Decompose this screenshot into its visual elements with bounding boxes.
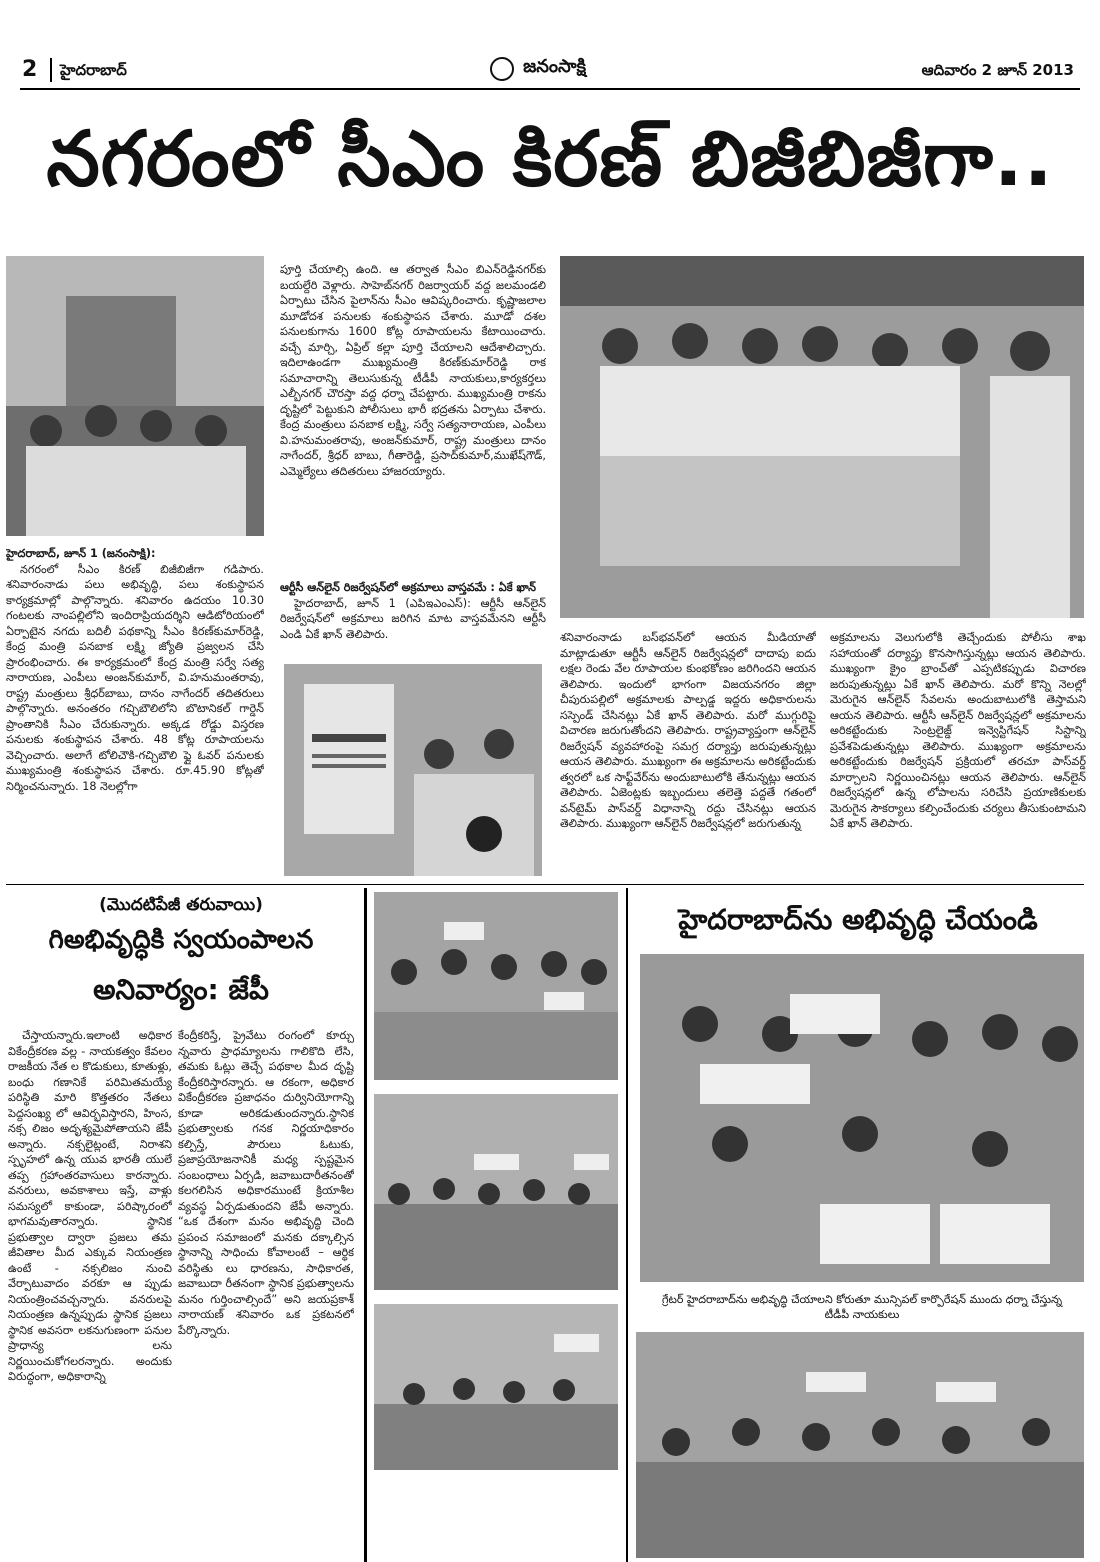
story2-column-1 <box>560 630 816 860</box>
story2-body-part2: అక్రమాలను వెలుగులోకి తెచ్చేందుకు పోలీసు శాఖ సహాయంతో దర్యాప్తు కొనసాగిస్తున్నట్లు ఆయన తెలిపారు. ముఖ్యంగా క్రైం బ్రాంచ్‌తో ఎప్పటికప్పుడు విచారణ జరుపుతున్నట్లు ఏకే ఖాన్ తెలిపారు. మరో కొన్ని నెలల్లో మెరుగైన ఆన్‌లైన్ సేవలను అందుబాటులోకి తెస్తామని ఆయన తెలిపారు. ఆర్టీసీ ఆన్‌లైన్ రిజర్వేషన్లలో అక్రమాలను అరికట్టేందుకు సెంట్రలైజ్డ్ ఇన్వెస్టిగేషన్ సిస్టాన్ని ప్రవేశపెడుతున్నట్లు తెలిపారు. ముఖ్యంగా అక్రమాలను అరికట్టేందుకు రిజర్వేషన్ ప్రక్రియలో తరచూ పాస్‌వర్డ్ మార్చాలని నిర్ణయించినట్లు ఆయన తెలిపారు. ఆన్‌లైన్ రిజర్వేషన్లలో ఉన్న లోపాలను సరిచేసి ప్రయాణికులకు మెరుగైన సౌకర్యాలు కల్పించేందుకు చర్యలు తీసుకుంటామని ఏకే ఖాన్ తెలిపారు. <box>830 631 1086 830</box>
photo-protest-3 <box>374 1304 618 1470</box>
story4-headline: హైదరాబాద్‌ను అభివృద్ధి చేయండి <box>678 903 1038 936</box>
section-divider <box>6 884 1084 885</box>
page-number: 2 <box>22 57 38 82</box>
story3-column-2 <box>178 1028 354 1562</box>
story1-column-1 <box>6 546 264 876</box>
photo-protest-2 <box>374 1094 618 1290</box>
story2-column-2 <box>830 630 1086 860</box>
logo-emblem-icon <box>490 57 514 81</box>
page-number-divider <box>50 58 52 82</box>
story1-body-part1: నగరంలో సీఎం కిరణ్ బిజీబిజీగా గడిపారు. శనివారంనాడు పలు అభివృద్ధి, పలు శంకుస్థాపన కార్యక్రమాల్లో పాల్గొన్నారు. శనివారం ఉదయం 10.30 గంటలకు నాంపల్లిలోని ఇందిరాప్రియదర్శిని ఆడిటోరియంలో ఏర్పాటైన నగదు బదిలీ పథకాన్ని సీఎం కిరణ్‌కుమార్‌రెడ్డి, కేంద్ర మంత్రి పనబాక లక్ష్మి జ్యోతి ప్రజ్వలన చేసి ప్రారంభించారు. ఈ కార్యక్రమంలో కేంద్ర మంత్రి సర్వే సత్య నారాయణ, ఎంపీలు అంజన్‌కుమార్, వి.హనుమంతరావు, రాష్ట్ర మంత్రులు శ్రీధర్‌బాబు, దానం నాగేందర్ తదితరులు పాల్గొన్నారు. అనంతరం గచ్చిబౌలిలోని బొటానికల్ గార్డెన్ ప్రాంతానికి సీఎం చేరుకున్నారు. అక్కడ రోడ్డు విస్తరణ పనులకు శంకుస్థాపన చేశారు. 48 కోట్ల రూపాయలను వెచ్చించారు. అలాగే టోలిచౌకి-గచ్చిబౌలి ఫ్లై ఓవర్ పనులకు ముఖ్యమంత్రి శంకుస్థాపన చేశారు. రూ.45.90 కోట్లతో నిర్మించనున్నారు. 18 నెలల్లోగా <box>6 562 264 793</box>
story1-dateline: హైదరాబాద్, జూన్ 1 (జనంసాక్షి): <box>6 547 156 560</box>
story4-caption <box>636 1292 1088 1322</box>
photo-cm-event <box>6 256 264 536</box>
masthead <box>20 56 1080 86</box>
story2-lead <box>280 580 546 660</box>
story3-body-part1: చేస్తాయన్నారు.ఇలాంటి అధికార వికేంద్రీకరణ వల్ల - నాయకత్వం కేవలం రాజకీయ నేత ల కొడుకులు, కూతుళ్లు, బంధు గణానికే పరిమితమయ్యే పరిస్థితి మారి కొత్తతరం నేతలు పెద్దసంఖ్య లో ఆవిర్భవిస్తారని, హింస, నక్స లిజం అదృశ్యమైపోతాయని జేపీ అన్నారు. నక్సలైట్లంటే, నిరాశని స్పృహలో ఉన్న యువ భారతీ యులే తప్ప గ్రహాంతరవాసులు కారన్నారు. వనరులు, అవకాశాలు ఇస్తే, వాళ్లు సమస్యలో కాకుండా, పరిష్కారంలో భాగమవుతారన్నారు. స్థానిక ప్రభుత్వాల ద్వారా ప్రజలు తమ జీవితాల మీద ఎక్కువ నియంత్రణ ఉంటే - నక్సలిజం నుంచి వేర్పాటువాదం వరకూ ఆ ప్పుడు నియంత్రించవచ్చన్నారు. వనరులపై నియంత్రణ ఉన్నప్పుడు స్థానిక ప్రజలు స్థానిక అవసరా లకనుగుణంగా పనుల ప్రాధాన్య లను నిర్ణయించుకోగలరన్నారు. అందుకు విరుద్ధంగా, అధికారాన్ని <box>8 1029 172 1383</box>
issue-date: ఆదివారం 2 జూన్ 2013 <box>921 61 1074 79</box>
story3-body-part2: కేంద్రీకరిస్తే, ప్రైవేటు రంగంలో కూర్చు న్నవారు ప్రాధమ్యాలను గాలికొది లేసి, తమకు ఓట్లు తెచ్చే పథకాల మీద దృష్టి కేంద్రీకరిస్తారన్నారు. ఆ రకంగా, అధికార వికేంద్రీకరణ ప్రజాధనం దుర్వినియోగాన్ని కూడా అరికడుతుందన్నారు.స్థానిక ప్రభుత్వాలకు గనక నిర్ణయాధికారం కల్పిస్తే, పౌరులు ఓటుకు, ప్రజాప్రయోజనానికీ మధ్య స్పష్టమైన సంబంధాలు ఏర్పడి, జవాబుదారీతనంతో కలగలిసిన అధికారముంటే క్రియాశీల వ్యవస్థ ఏర్పడుతుందని జేపీ అన్నారు. “ఒక దేశంగా మనం అభివృద్ధి చెంది ప్రపంచ సమాజంలో మనకు దక్కాల్సిన స్థానాన్ని సాధించు కోవాలంటే – ఆర్థిక వరిస్థితు లు ధారణను, సాధికారత, జవాబుదా రీతనంగా స్థానిక ప్రభుత్వాలను మనం గుర్తించాల్సిందే” అని జయప్రకాశ్ నారాయణ్ శనివారం ఒక ప్రకటనలో పేర్కొన్నారు. <box>178 1029 354 1337</box>
photo-tdp-sit-in <box>636 1332 1084 1558</box>
paper-name: జనంసాక్షి <box>523 56 586 77</box>
section-name: హైదరాబాద్ <box>60 61 127 79</box>
paper-logo <box>490 56 650 84</box>
column-rule-2 <box>626 888 628 1562</box>
story3-headline-line1: గిఅభివృద్ధికి స్వయంపాలన <box>48 925 314 955</box>
story3-headline-line2: అనివార్యం: జేపీ <box>93 973 269 1006</box>
photo-plaque-unveiling <box>284 664 542 876</box>
photo-model-viewing <box>560 256 1084 618</box>
masthead-rule <box>20 88 1080 90</box>
story4-caption-line2: టీడీపీ నాయకులు <box>824 1308 900 1321</box>
story2-body-part1: శనివారంనాడు బస్‌భవన్‌లో ఆయన మీడియాతో మాట్లాడుతూ ఆర్టీసీ ఆన్‌లైన్ రిజర్వేషన్లలో దాదాపు ఐదు లక్షల రెండు వేల రూపాయల కుంభకోణం జరిగిందని ఆయన తెలిపారు. ఇందులో భాగంగా విజయనగరం జిల్లా చీపురుపల్లిలో అక్రమాలకు పాల్పడ్డ ఇద్దరు అధికారులను సస్పెండ్ చేసినట్లు ఏకే ఖాన్ తెలిపారు. మరో ముగ్గురిపై విచారణ జరుగుతోందని తెలిపారు. రాష్ట్రవ్యాప్తంగా ఆన్‌లైన్ రిజర్వేషన్ వ్యవహారంపై సమగ్ర దర్యాప్తు జరుపుతున్నట్లు ఆయన తెలిపారు. ముఖ్యంగా ఈ అక్రమాలను అరికట్టేందుకు త్వరలో ఒక సాఫ్ట్‌వేర్‌ను అందుబాటులోకి తేనున్నట్లు ఆయన తెలిపారు. ఏజెంట్లకు ఇబ్బందులు తలెత్తె పద్దతే గతంలో వన్‌టైమ్ పాస్‌వర్డ్ విధానాన్ని రద్దు చేసినట్లు ఆయన తెలిపారు. ముఖ్యంగా ఆన్‌లైన్ రిజర్వేషన్లలో జరుగుతున్న <box>560 631 816 830</box>
photo-tdp-dharna <box>640 954 1084 1282</box>
photo-protest-1 <box>374 892 618 1080</box>
story2-subhead: ఆర్టీసీ ఆన్‌లైన్ రిజర్వేషన్‌లో అక్రమాలు వాస్తవమే : ఏకే ఖాన్ <box>280 581 536 594</box>
story3-continued-label: (మొదటిపేజీ తరువాయి) <box>99 895 263 915</box>
story2-intro: హైదరాబాద్, జూన్ 1 (ఎపిఇఎంఎస్): ఆర్టీసీ ఆన్‌లైన్ రిజర్వేషన్‌లో అక్రమాలు జరిగిన మాట వాస్తవమేనని ఆర్టీసీ ఎండి ఏకే ఖాన్ తెలిపారు. <box>280 596 546 641</box>
main-headline: నగరంలో సీఎం కిరణ్ బిజీబిజీగా.. <box>46 114 1054 203</box>
story3-column-1 <box>8 1028 172 1562</box>
story4-caption-line1: గ్రేటర్ హైదరాబాద్‌ను అభివృద్ధి చేయాలని కోరుతూ మున్సిపల్ కార్పొరేషన్ ముందు ధర్నా చేస్తున్న <box>661 1293 1063 1306</box>
story1-body-part2: పూర్తి చేయాల్సి ఉంది. ఆ తర్వాత సీఎం బిఎన్‌రెడ్డినగర్‌కు బయల్దేరి వెళ్లారు. సాహెబ్‌నగర్ రిజర్వాయర్ వద్ద జలమండలి ఏర్పాటు చేసిన పైలాన్‌ను సీఎం ఆవిష్కరించారు. కృష్ణాజలాల మూడోదశ పనులకు శంకుస్థాపన చేశారు. మూడో దశల పనులకుగాను 1600 కోట్ల రూపాయలను కేటాయించారు. వచ్చే మార్చి, ఏప్రిల్ కల్లా పూర్తి చేయాలని ఆదేశాలిచ్చారు. ఇదిలాఉండగా ముఖ్యమంత్రి కిరణ్‌కుమార్‌రెడ్డి రాక సమాచారాన్ని తెలుసుకున్న టీడీపీ నాయకులు,కార్యకర్తలు ఎల్బీనగర్ చౌరస్తా వద్ద ధర్నా చేపట్టారు. ముఖ్యమంత్రి రాకను దృష్టిలో పెట్టుకుని పోలీసులు భారీ భద్రతను ఏర్పాటు చేశారు. కేంద్ర మంత్రులు పనబాక లక్ష్మి, సర్వే సత్యనారాయణ, ఎంపీలు వి.హనుమంతరావు, అంజన్‌కుమార్, రాష్ట్ర మంత్రులు దానం నాగేందర్, శ్రీధర్ బాబు, గీతారెడ్డి, ప్రసాద్‌కుమార్,ముఖేష్‌గౌడ్, ఎమ్మెల్యేలు తదితరులు హాజరయ్యారు. <box>280 263 546 478</box>
column-rule-1 <box>364 888 367 1562</box>
